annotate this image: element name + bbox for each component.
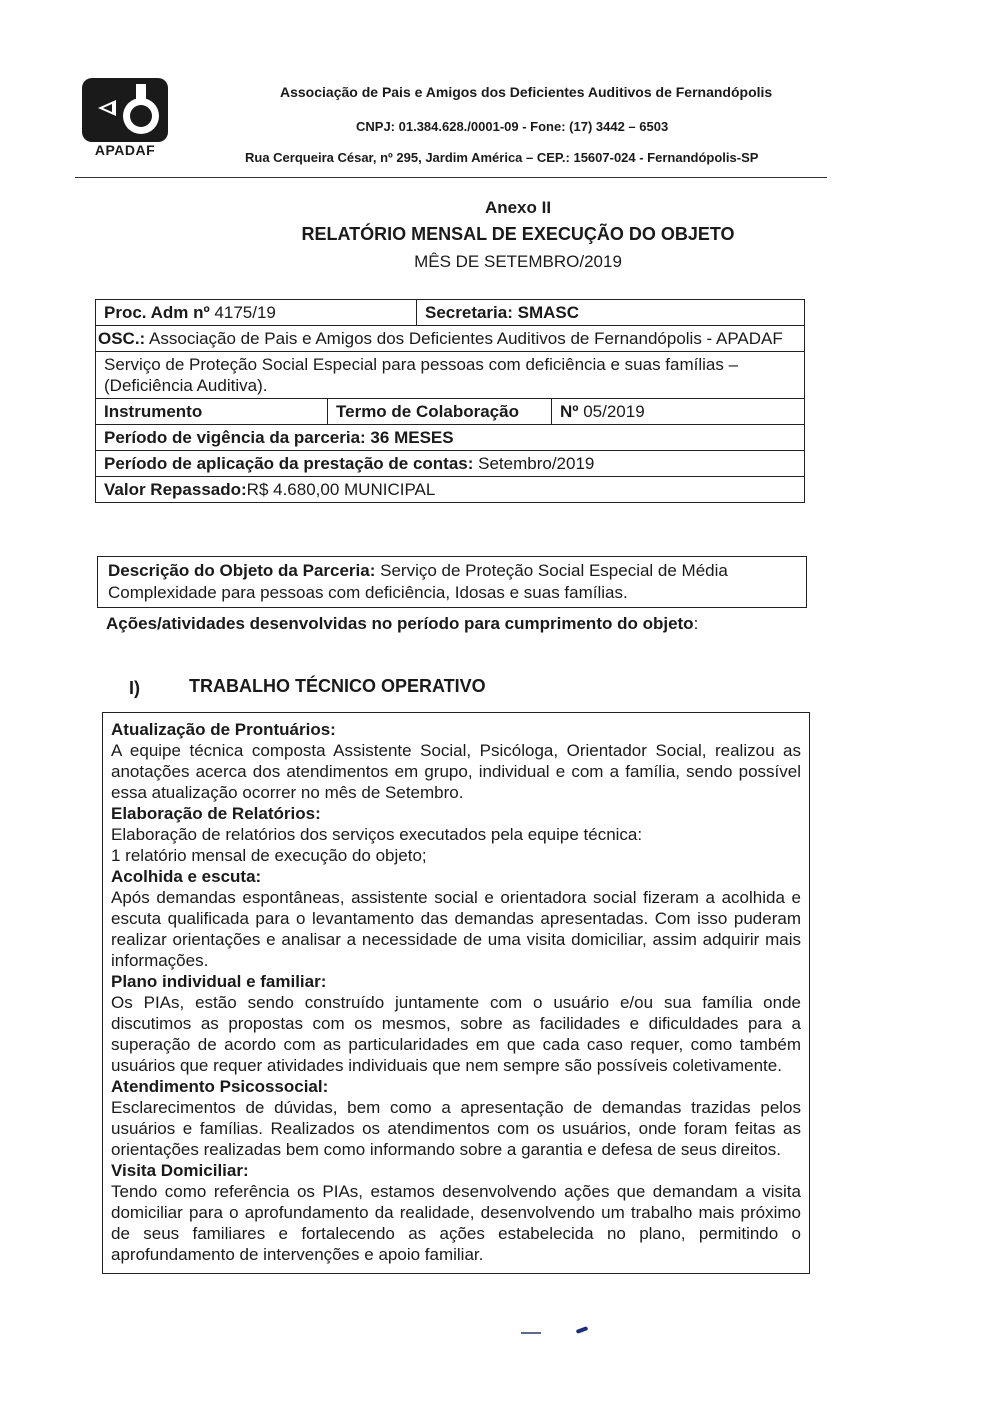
aplicacao-value: Setembro/2019 [473,454,595,473]
descricao-label: Descrição do Objeto da Parceria: [108,561,376,580]
descricao-text: Serviço de Proteção Social Especial de Média Complexidade para pessoas com deficiência, Idosas e suas famílias. [108,561,728,602]
header-divider [75,177,827,178]
info-row-aplicacao [96,450,804,476]
org-name: Associação de Pais e Amigos dos Deficientes Auditivos de Fernandópolis [280,84,773,100]
item-paragraph: Esclarecimentos de dúvidas, bem como a apresentação de demandas trazidas pelos usuários e famílias. Realizados os atendimentos com os usuários, onde foram feitas as orientações realizadas bem como informando sobre a garantia e defesa de seus direitos. [111,1098,801,1159]
servico-cell: Serviço de Proteção Social Especial para pessoas com deficiência e suas famílias – (Deficiência Auditiva). [104,355,739,395]
anexo-title: Anexo II [484,198,552,217]
info-row-proc [96,300,804,325]
numero-value: 05/2019 [578,402,645,421]
info-row-osc [96,325,804,351]
month-title: MÊS DE SETEMBRO/2019 [414,252,622,271]
item-heading: Atualização de Prontuários: [111,720,336,739]
section-number: I) [129,678,140,698]
address-line: Rua Cerqueira César, nº 295, Jardim América – CEP.: 15607-024 - Fernandópolis-SP [245,150,759,165]
acoes-heading [106,614,698,634]
item-heading: Atendimento Psicossocial: [111,1077,329,1096]
acoes-label: Ações/atividades desenvolvidas no período para cumprimento do objeto [106,614,694,633]
osc-label: OSC.: [98,329,146,348]
descricao-box [97,556,807,608]
item-heading: Elaboração de Relatórios: [111,804,321,823]
aplicacao-cell [96,451,804,476]
valor-cell [96,477,804,502]
proc-value: 4175/19 [209,303,276,322]
pen-mark [521,1332,541,1334]
logo-label: APADAF [94,142,156,158]
item-paragraph: 1 relatório mensal de execução do objeto; [111,846,427,865]
report-title: RELATÓRIO MENSAL DE EXECUÇÃO DO OBJETO [301,224,735,244]
proc-label: Proc. Adm nº [104,303,210,322]
info-row-valor [96,476,804,502]
cnpj-line: CNPJ: 01.384.628./0001-09 - Fone: (17) 3442 – 6503 [356,119,669,134]
section-title: TRABALHO TÉCNICO OPERATIVO [189,676,486,696]
item-paragraph: Após demandas espontâneas, assistente social e orientadora social fizeram a acolhida e escuta qualificada para o levantamento das demandas apresentadas. Com isso puderam realizar orientações e analisar a necessidade de uma visita domiciliar, assim adquirir mais informações. [111,888,801,970]
item-paragraph: A equipe técnica composta Assistente Social, Psicóloga, Orientador Social, realizou as anotações acerca dos atendimentos em grupo, individual e com a família, sendo possível essa atualização ocorrer no mês de Setembro. [111,741,801,802]
apadaf-logo [82,78,168,142]
vigencia-cell: Período de vigência da parceria: 36 MESES [104,428,454,447]
item-heading: Acolhida e escuta: [111,867,262,886]
proc-cell [96,300,416,325]
content-box [102,712,810,1274]
item-heading: Plano individual e familiar: [111,972,327,991]
info-row-vigencia [96,424,804,450]
acoes-colon: : [693,614,699,633]
secretaria-cell: Secretaria: SMASC [416,300,804,325]
instrumento-cell: Instrumento [104,402,203,421]
info-row-servico [96,351,804,398]
valor-value: R$ 4.680,00 MUNICIPAL [246,480,436,499]
pen-mark [576,1326,589,1334]
info-table [95,299,805,503]
numero-label: Nº [560,402,579,421]
osc-cell [96,326,804,351]
aplicacao-label: Período de aplicação da prestação de contas: [104,454,474,473]
item-paragraph: Tendo como referência os PIAs, estamos desenvolvendo ações que demandam a visita domiciliar para o aprofundamento da realidade, desenvolvendo um trabalho mais próximo de seus familiares e fortalecendo as ações estabelecida no plano, permitindo o aprofundamento de intervenções e apoio familiar. [111,1182,801,1264]
numero-cell [551,399,804,424]
item-paragraph: Os PIAs, estão sendo construído juntamente com o usuário e/ou sua família onde discutimos as propostas com os mesmos, sobre as facilidades e dificuldades para a superação de acordo com as particularidades em que cada caso requer, como também usuários que requer atividades individuais que nem sempre são possíveis coletivamente. [111,993,801,1075]
termo-cell: Termo de Colaboração [327,399,551,424]
info-row-instrumento [96,398,804,424]
osc-value: Associação de Pais e Amigos dos Deficientes Auditivos de Fernandópolis - APADAF [145,329,783,348]
valor-label: Valor Repassado: [104,480,247,499]
item-paragraph: Elaboração de relatórios dos serviços executados pela equipe técnica: [111,825,643,844]
item-heading: Visita Domiciliar: [111,1161,249,1180]
apadaf-logo-icon [82,78,168,142]
